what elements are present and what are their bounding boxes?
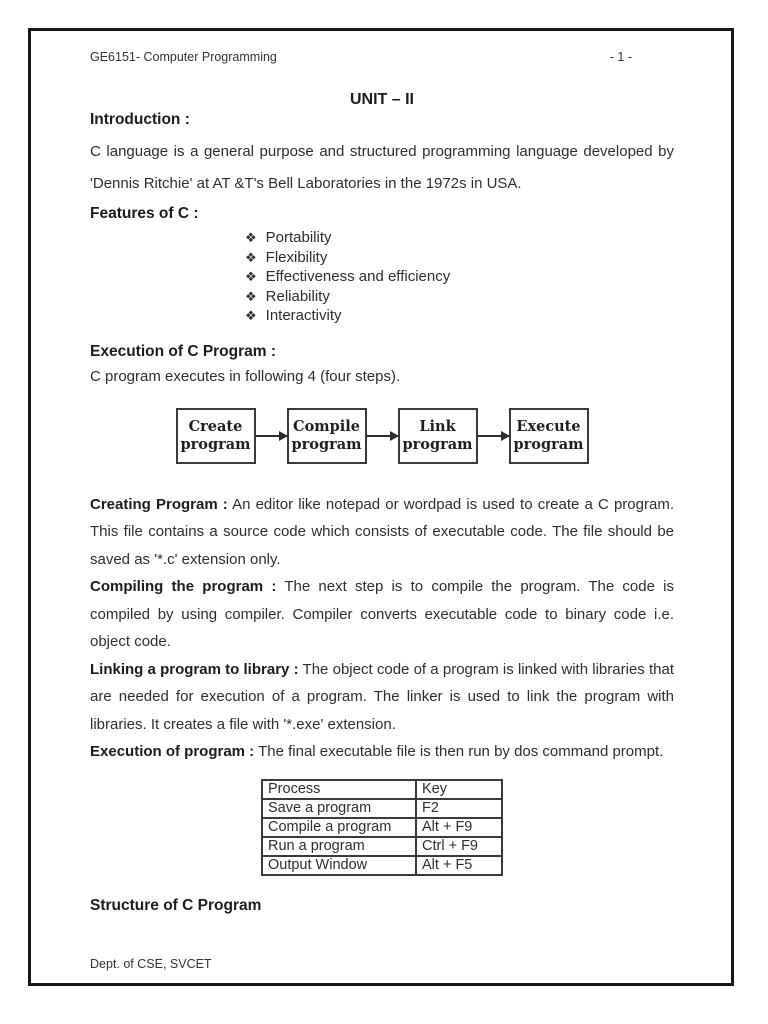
table-cell: F2 (416, 799, 502, 818)
table-cell: Run a program (262, 837, 416, 856)
execution-intro: C program executes in following 4 (four steps). (90, 367, 401, 385)
flow-step-label: Execute program (513, 417, 584, 453)
feature-item (245, 228, 674, 248)
flow-step-label: Compile program (291, 417, 362, 453)
page-header (90, 31, 674, 64)
features-list (90, 228, 674, 326)
execution-heading: Execution of C Program : (90, 342, 277, 360)
table-header-cell: Key (416, 780, 502, 799)
paragraph-lead: Creating Program : (90, 495, 228, 513)
feature-item (245, 267, 674, 287)
table-row (262, 837, 502, 856)
header-course-label: GE6151- Computer Programming (90, 50, 277, 64)
paragraph-lead: Compiling the program : (90, 578, 277, 595)
features-heading: Features of C : (90, 205, 199, 222)
page-footer: Dept. of CSE, SVCET (90, 957, 212, 971)
table-row (262, 818, 502, 837)
feature-item (245, 248, 674, 268)
right-arrow-icon (478, 435, 509, 437)
flow-step-box (176, 408, 256, 464)
table-header-cell: Process (262, 780, 416, 799)
unit-title: UNIT – II (349, 91, 414, 108)
process-flowchart (90, 408, 674, 464)
right-arrow-icon (367, 435, 398, 437)
feature-label: Effectiveness and efficiency (265, 268, 451, 285)
diamond-bullet-icon: ❖ (245, 230, 257, 245)
page-content (31, 31, 731, 983)
diamond-bullet-icon: ❖ (245, 249, 257, 265)
header-page-number: - 1 - (609, 50, 632, 64)
table-cell: Ctrl + F9 (416, 837, 502, 856)
table-cell: Alt + F5 (416, 856, 502, 875)
paragraph-text: An editor like notepad or wordpad is used to create a C program. This file contains a source code which consists of executable code. The file should be saved as '*.c' extension only. (90, 495, 674, 568)
paragraph-text: The next step is to compile the program. The code is compiled by using compiler. Compiler converts executable code to binary code i.e. object code. (90, 578, 674, 650)
feature-item (245, 306, 674, 326)
flow-step-box (509, 408, 589, 464)
right-arrow-icon (256, 435, 287, 437)
flow-step-box (287, 408, 367, 464)
table-cell: Alt + F9 (416, 818, 502, 837)
introduction-heading: Introduction : (90, 111, 190, 128)
diamond-bullet-icon: ❖ (245, 308, 257, 323)
introduction-paragraph: C language is a general purpose and structured programming language developed by 'Dennis Ritchie' at AT &T's Bell Laboratories in the 1972s in USA. (90, 143, 674, 192)
paragraph-compiling-program (90, 573, 674, 656)
body-paragraphs (90, 491, 674, 766)
table-cell: Save a program (262, 799, 416, 818)
table-cell: Compile a program (262, 818, 416, 837)
paragraph-linking-program (90, 656, 674, 739)
paragraph-text: The object code of a program is linked with libraries that are needed for execution of a program. The linker is used to link the program with libraries. It creates a file with '*.exe' extension. (90, 660, 675, 733)
paragraph-execution-program (90, 738, 674, 766)
shortcut-table (261, 779, 503, 876)
paragraph-creating-program (90, 491, 674, 574)
flow-step-label: Link program (402, 417, 473, 453)
paragraph-lead: Linking a program to library : (90, 660, 299, 678)
document-page (28, 28, 734, 986)
feature-label: Interactivity (265, 307, 342, 324)
paragraph-lead: Execution of program : (90, 743, 255, 760)
structure-heading: Structure of C Program (90, 896, 262, 914)
diamond-bullet-icon: ❖ (245, 288, 257, 304)
feature-label: Reliability (265, 287, 330, 305)
flow-step-box (398, 408, 478, 464)
flow-step-label: Create program (180, 417, 251, 453)
paragraph-text: The final executable file is then run by dos command prompt. (258, 743, 664, 760)
feature-label: Portability (265, 229, 332, 246)
feature-label: Flexibility (265, 248, 328, 266)
table-row (262, 856, 502, 875)
feature-item (245, 287, 674, 307)
table-header-row (262, 780, 502, 799)
table-row (262, 799, 502, 818)
table-cell: Output Window (262, 856, 416, 875)
diamond-bullet-icon: ❖ (245, 269, 257, 284)
